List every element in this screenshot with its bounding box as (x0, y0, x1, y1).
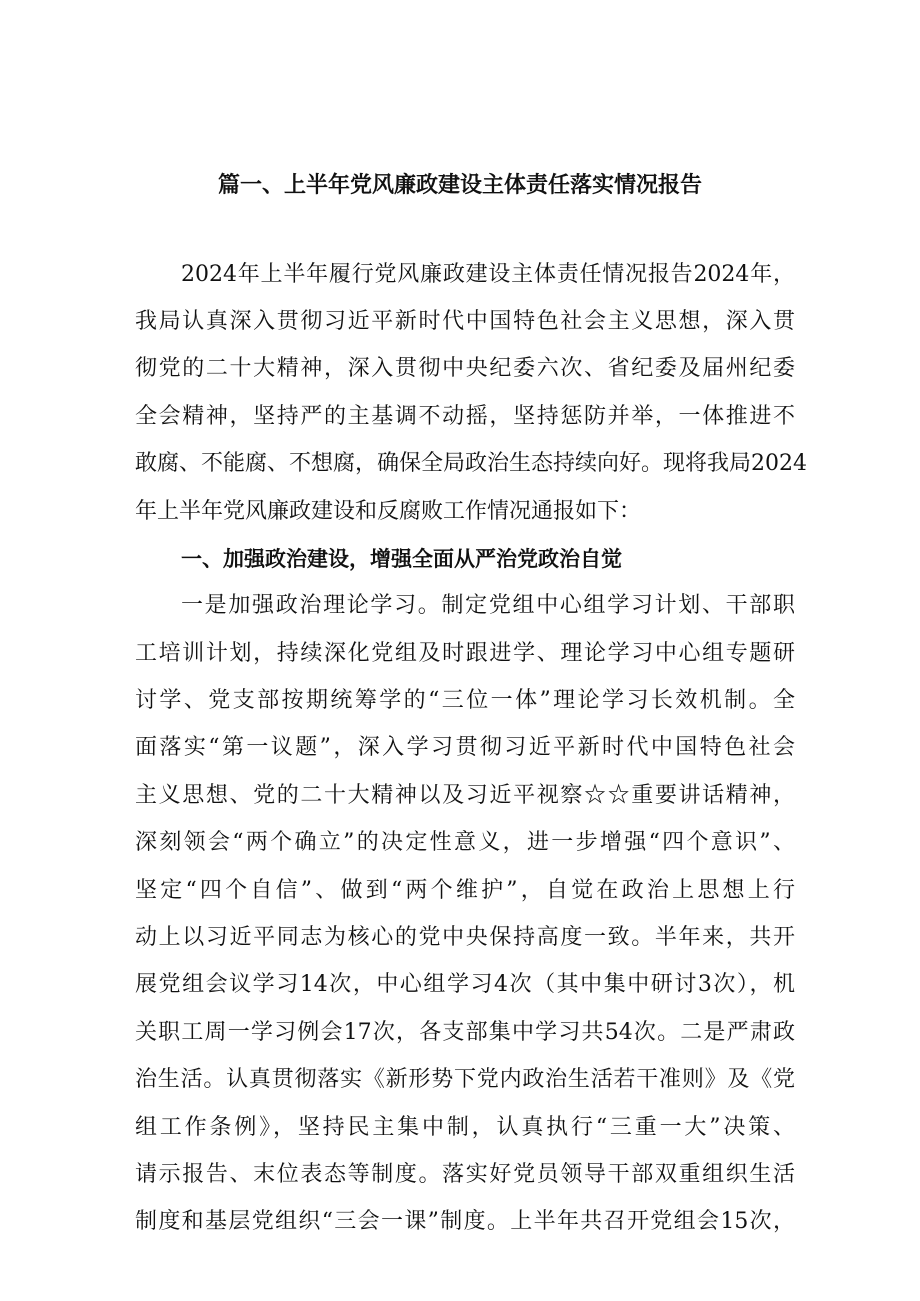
paragraph-line: 面落实“第一议题”，深入学习贯彻习近平新时代中国特色社会 (135, 735, 795, 760)
paragraph-line: 组工作条例》，坚持民主集中制，认真执行“三重一大”决策、 (135, 1115, 795, 1140)
paragraph-line: 彻党的二十大精神，深入贯彻中央纪委六次、省纪委及届州纪委 (135, 356, 795, 381)
section-heading: 一、加强政治建设，增强全面从严治党政治自觉 (181, 547, 622, 571)
paragraph-line: 主义思想、党的二十大精神以及习近平视察☆☆重要讲话精神， (135, 783, 795, 808)
paragraph-line: 年上半年党风廉政建设和反腐败工作情况通报如下： (135, 499, 642, 524)
paragraph-line: 展党组会议学习14次，中心组学习4次（其中集中研讨3次），机 (135, 972, 795, 997)
paragraph-line: 一是加强政治理论学习。制定党组中心组学习计划、干部职 (181, 593, 795, 618)
paragraph-line: 关职工周一学习例会17次，各支部集中学习共54次。二是严肃政 (135, 1020, 795, 1045)
paragraph-line: 请示报告、末位表态等制度。落实好党员领导干部双重组织生活 (135, 1162, 795, 1187)
paragraph-line: 2024年上半年履行党风廉政建设主体责任情况报告2024年， (181, 262, 795, 287)
paragraph-line: 动上以习近平同志为核心的党中央保持高度一致。半年来，共开 (135, 925, 795, 950)
paragraph-line: 治生活。认真贯彻落实《新形势下党内政治生活若干准则》及《党 (135, 1067, 795, 1092)
paragraph-line: 我局认真深入贯彻习近平新时代中国特色社会主义思想，深入贯 (135, 309, 795, 334)
paragraph-line: 讨学、党支部按期统筹学的“三位一体”理论学习长效机制。全 (135, 688, 795, 713)
paragraph-line: 坚定“四个自信”、做到“两个维护”，自觉在政治上思想上行 (135, 878, 795, 903)
paragraph-line: 深刻领会“两个确立”的决定性意义，进一步增强“四个意识”、 (135, 830, 795, 855)
paragraph-line: 工培训计划，持续深化党组及时跟进学、理论学习中心组专题研 (135, 641, 795, 666)
document-title: 篇一、上半年党风廉政建设主体责任落实情况报告 (217, 173, 702, 198)
paragraph-line: 全会精神，坚持严的主基调不动摇，坚持惩防并举，一体推进不 (135, 404, 795, 429)
paragraph-line: 制度和基层党组织“三会一课”制度。上半年共召开党组会15次， (135, 1209, 795, 1234)
paragraph-line: 敢腐、不能腐、不想腐，确保全局政治生态持续向好。现将我局2024 (135, 451, 807, 476)
